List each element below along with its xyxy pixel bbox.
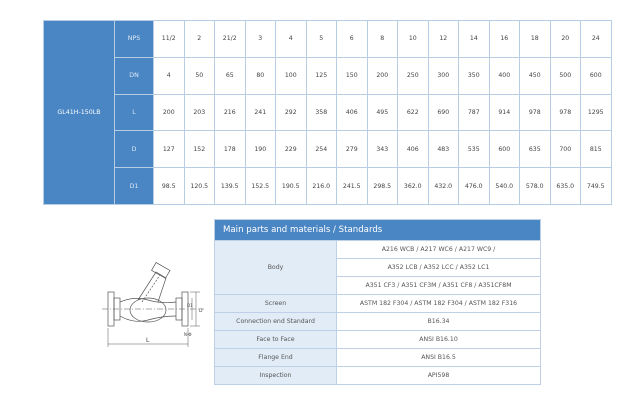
dimension-cell: 11/2 [154,21,185,58]
dimension-cell: 203 [184,94,215,131]
materials-table-title: Main parts and materials / Standards [215,220,541,241]
dimension-cell: 216 [215,94,246,131]
dimension-cell: 483 [428,131,459,168]
dimension-cell: 622 [398,94,429,131]
dimension-cell: 65 [215,57,246,94]
dimension-cell: 292 [276,94,307,131]
standard-value: ANSI B16.10 [337,331,541,349]
bolt-holes-label: N-Φ [184,332,192,337]
dimension-cell: 978 [550,94,581,131]
dimension-cell: 450 [520,57,551,94]
dimension-cell: 4 [154,57,185,94]
dimension-cell: 279 [337,131,368,168]
dimension-cell: 540.0 [489,168,520,205]
body-part-label: Body [215,241,337,295]
dimension-cell: 400 [489,57,520,94]
dimension-cell: 690 [428,94,459,131]
dimension-cell: 914 [489,94,520,131]
dimension-cell: 120.5 [184,168,215,205]
materials-table [214,219,541,385]
length-label: L [146,337,150,344]
dimension-cell: 978 [520,94,551,131]
dimension-cell: 432.0 [428,168,459,205]
dimension-row [44,21,612,58]
dimension-cell: 300 [428,57,459,94]
dimension-cell: 495 [367,94,398,131]
row-label: NPS [115,21,154,58]
dimension-row [44,168,612,205]
dimension-cell: 190 [245,131,276,168]
dimension-cell: 152.5 [245,168,276,205]
dimensions-table [43,20,612,205]
dimension-cell: 635.0 [550,168,581,205]
dimension-cell: 4 [276,21,307,58]
dimension-cell: 700 [550,131,581,168]
dimension-cell: 476.0 [459,168,490,205]
dimension-cell: 8 [367,21,398,58]
dimensions-table-body [44,21,612,205]
diameter-d1-label: D1 [187,303,193,308]
diameter-label: D [199,309,203,314]
standard-value: ANSI B16.5 [337,349,541,367]
dimension-cell: 362.0 [398,168,429,205]
body-material-line: A352 LCB / A352 LCC / A352 LC1 [337,259,541,277]
part-label: Inspection [215,367,337,385]
dimension-cell: 229 [276,131,307,168]
dimension-cell: 600 [581,57,612,94]
dimension-cell: 216.0 [306,168,337,205]
valve-technical-drawing [100,252,208,354]
dimension-cell: 14 [459,21,490,58]
dimension-cell: 749.5 [581,168,612,205]
dimension-cell: 350 [459,57,490,94]
dimension-cell: 127 [154,131,185,168]
model-name: GL41H-150LB [44,21,115,205]
dimension-cell: 500 [550,57,581,94]
dimension-cell: 178 [215,131,246,168]
dimension-cell: 80 [245,57,276,94]
dimension-cell: 254 [306,131,337,168]
standard-value: API598 [337,367,541,385]
standard-value: B16.34 [337,313,541,331]
dimension-cell: 152 [184,131,215,168]
row-label: L [115,94,154,131]
dimension-cell: 200 [367,57,398,94]
dimension-cell: 600 [489,131,520,168]
dimension-cell: 298.5 [367,168,398,205]
dimension-cell: 50 [184,57,215,94]
dimension-cell: 241 [245,94,276,131]
body-material-line: A216 WCB / A217 WC6 / A217 WC9 / [337,241,541,259]
dimension-cell: 250 [398,57,429,94]
dimension-cell: 20 [550,21,581,58]
dimension-cell: 6 [337,21,368,58]
dimension-cell: 16 [489,21,520,58]
dimension-cell: 139.5 [215,168,246,205]
standard-value: ASTM 182 F304 / ASTM 182 F304 / ASTM 182 F316 [337,295,541,313]
dimension-row [44,57,612,94]
dimension-row [44,131,612,168]
dimension-cell: 190.5 [276,168,307,205]
dimension-cell: 2 [184,21,215,58]
dimension-cell: 100 [276,57,307,94]
dimension-cell: 358 [306,94,337,131]
dimension-cell: 5 [306,21,337,58]
dimension-cell: 241.5 [337,168,368,205]
dimension-cell: 406 [337,94,368,131]
body-material-line: A351 CF3 / A351 CF3M / A351 CF8 / A351CF8M [337,277,541,295]
dimension-cell: 24 [581,21,612,58]
part-label: Face to Face [215,331,337,349]
dimension-cell: 578.0 [520,168,551,205]
row-label: D1 [115,168,154,205]
dimension-cell: 3 [245,21,276,58]
dimension-cell: 406 [398,131,429,168]
dimension-cell: 343 [367,131,398,168]
part-label: Screen [215,295,337,313]
part-label: Flange End [215,349,337,367]
dimension-cell: 535 [459,131,490,168]
dimension-cell: 10 [398,21,429,58]
dimension-cell: 150 [337,57,368,94]
dimension-cell: 200 [154,94,185,131]
dimension-cell: 18 [520,21,551,58]
dimension-cell: 12 [428,21,459,58]
dimension-cell: 21/2 [215,21,246,58]
dimension-row [44,94,612,131]
dimension-cell: 787 [459,94,490,131]
dimension-cell: 98.5 [154,168,185,205]
row-label: D [115,131,154,168]
dimension-cell: 815 [581,131,612,168]
part-label: Connection end Standard [215,313,337,331]
dimension-cell: 635 [520,131,551,168]
row-label: DN [115,57,154,94]
dimension-cell: 125 [306,57,337,94]
dimension-cell: 1295 [581,94,612,131]
